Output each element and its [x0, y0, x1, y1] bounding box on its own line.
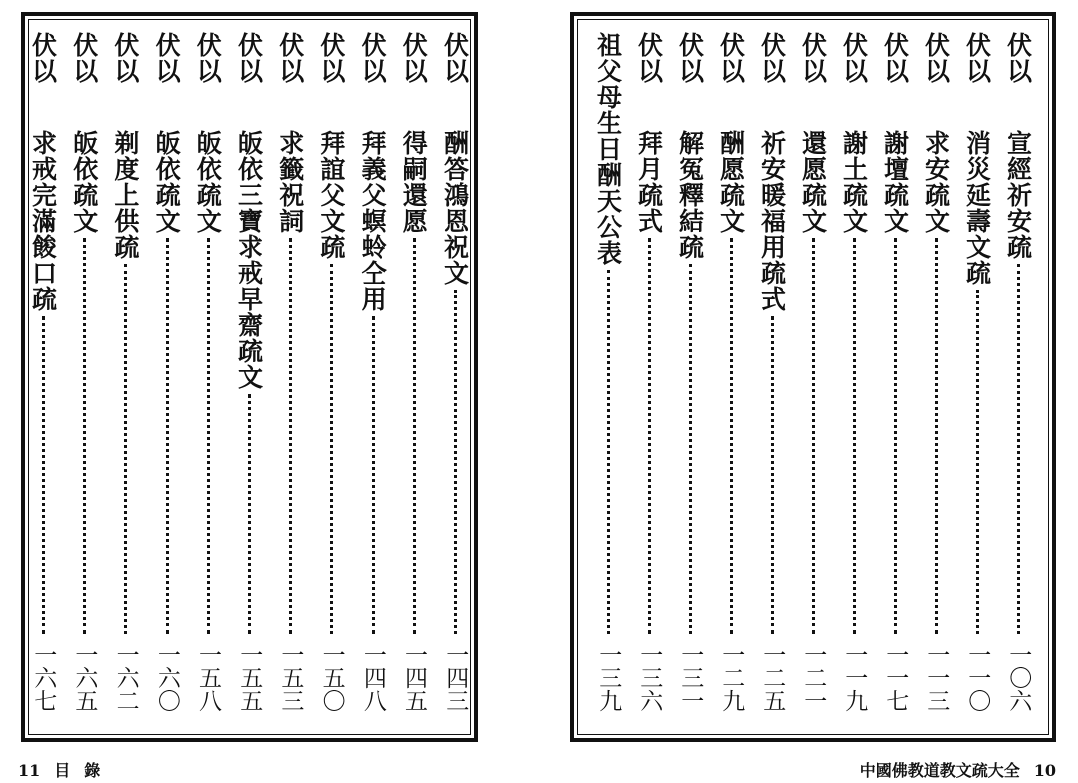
leader-dots [648, 238, 651, 634]
entry-prefix: 伏以 [757, 32, 787, 84]
entry-page-number: 一一〇 [964, 643, 991, 712]
entry-page-number: 一四八 [359, 643, 386, 712]
toc-entry [588, 32, 628, 722]
entry-title: 拜義父螟蛉仝用 [358, 130, 388, 312]
entry-page-number: 一一七 [882, 643, 909, 712]
entry-prefix: 伏以 [193, 32, 223, 84]
toc-entry [793, 32, 833, 722]
entry-title: 酬答鴻恩祝文 [440, 130, 470, 286]
entry-title: 酬愿疏文 [716, 130, 746, 234]
entry-prefix: 伏以 [152, 32, 182, 84]
entry-title: 解冤釋結疏 [675, 130, 705, 260]
toc-entry [64, 32, 104, 722]
book-title: 中國佛教道教文疏大全 [859, 761, 1020, 780]
entry-page-number: 一五三 [277, 643, 304, 712]
entry-page-number: 一六〇 [153, 643, 180, 712]
entry-title: 祈安暖福用疏式 [757, 130, 787, 312]
left-page-number: 11 [18, 761, 41, 780]
entry-prefix: 伏以 [634, 32, 664, 84]
toc-entry [998, 32, 1038, 722]
toc-entry [435, 32, 475, 722]
entry-title: 拜月疏式 [634, 130, 664, 234]
toc-entry [711, 32, 751, 722]
entry-page-number: 一六五 [71, 643, 98, 712]
toc-entry [23, 32, 63, 722]
toc-entry [752, 32, 792, 722]
entry-prefix: 伏以 [839, 32, 869, 84]
leader-dots [935, 238, 938, 634]
toc-entry [834, 32, 874, 722]
toc-entry [229, 32, 269, 722]
entry-page-number: 一〇六 [1005, 643, 1032, 712]
toc-entry [957, 32, 997, 722]
entry-prefix: 伏以 [399, 32, 429, 84]
entry-title: 皈依三寶求戒早齋疏文 [234, 130, 264, 390]
entry-title: 求戒完滿餕口疏 [28, 130, 58, 312]
entry-page-number: 一四三 [442, 643, 469, 712]
entry-page-number: 一三一 [677, 643, 704, 712]
entry-page-number: 一六七 [30, 643, 57, 712]
entry-prefix: 伏以 [275, 32, 305, 84]
section-label-2: 錄 [84, 761, 101, 780]
leader-dots [207, 238, 210, 634]
entry-title: 消災延壽文疏 [962, 130, 992, 286]
leader-dots [976, 290, 979, 634]
leader-dots [124, 264, 127, 634]
entry-prefix: 伏以 [798, 32, 828, 84]
entry-prefix: 伏以 [440, 32, 470, 84]
entry-title: 祖父母生日酬天公表 [593, 32, 623, 266]
entry-prefix: 伏以 [316, 32, 346, 84]
entry-title: 皈依疏文 [69, 130, 99, 234]
entry-prefix: 伏以 [69, 32, 99, 84]
entry-title: 還愿疏文 [798, 130, 828, 234]
leader-dots [289, 238, 292, 634]
entry-page-number: 一三九 [595, 643, 622, 712]
leader-dots [1017, 264, 1020, 634]
right-footer [860, 758, 1056, 781]
entry-page-number: 一五五 [236, 643, 263, 712]
toc-entry [188, 32, 228, 722]
leader-dots [853, 238, 856, 634]
leader-dots [607, 270, 610, 634]
entry-page-number: 一二五 [759, 643, 786, 712]
entry-title: 皈依疏文 [193, 130, 223, 234]
toc-entry [311, 32, 351, 722]
entry-prefix: 伏以 [675, 32, 705, 84]
toc-entry [147, 32, 187, 722]
toc-entry [353, 32, 393, 722]
entry-page-number: 一二一 [800, 643, 827, 712]
leader-dots [730, 238, 733, 634]
entry-prefix: 伏以 [716, 32, 746, 84]
entry-page-number: 一一九 [841, 643, 868, 712]
toc-entry [670, 32, 710, 722]
entry-prefix: 伏以 [880, 32, 910, 84]
leader-dots [771, 316, 774, 634]
entry-prefix: 伏以 [1003, 32, 1033, 84]
entry-prefix: 伏以 [921, 32, 951, 84]
entry-title: 求安疏文 [921, 130, 951, 234]
entry-prefix: 伏以 [962, 32, 992, 84]
leader-dots [166, 238, 169, 634]
entry-title: 剃度上供疏 [110, 130, 140, 260]
entry-prefix: 伏以 [234, 32, 264, 84]
entry-title: 求籤祝詞 [275, 130, 305, 234]
entry-page-number: 一二九 [718, 643, 745, 712]
entry-title: 謝壇疏文 [880, 130, 910, 234]
entry-page-number: 一六二 [112, 643, 139, 712]
leader-dots [248, 394, 251, 634]
entry-page-number: 一一三 [923, 643, 950, 712]
section-label: 目 [54, 761, 71, 780]
leader-dots [894, 238, 897, 634]
toc-entry [394, 32, 434, 722]
entry-title: 謝土疏文 [839, 130, 869, 234]
entry-prefix: 伏以 [28, 32, 58, 84]
entry-page-number: 一五〇 [318, 643, 345, 712]
leader-dots [454, 290, 457, 634]
entry-page-number: 一四五 [401, 643, 428, 712]
entry-prefix: 伏以 [358, 32, 388, 84]
leader-dots [42, 316, 45, 634]
entry-page-number: 一五八 [195, 643, 222, 712]
leader-dots [413, 238, 416, 634]
toc-entry [105, 32, 145, 722]
toc-entry [270, 32, 310, 722]
left-footer [18, 758, 100, 781]
toc-entry [629, 32, 669, 722]
leader-dots [812, 238, 815, 634]
entry-title: 宣經祈安疏 [1003, 130, 1033, 260]
leader-dots [372, 316, 375, 634]
leader-dots [689, 264, 692, 634]
entry-page-number: 一三六 [636, 643, 663, 712]
entry-prefix: 伏以 [110, 32, 140, 84]
right-page-number: 10 [1033, 761, 1056, 780]
entry-title: 得嗣還愿 [399, 130, 429, 234]
toc-entry [916, 32, 956, 722]
entry-title: 拜誼父文疏 [316, 130, 346, 260]
toc-entry [875, 32, 915, 722]
leader-dots [83, 238, 86, 634]
entry-title: 皈依疏文 [152, 130, 182, 234]
leader-dots [330, 264, 333, 634]
